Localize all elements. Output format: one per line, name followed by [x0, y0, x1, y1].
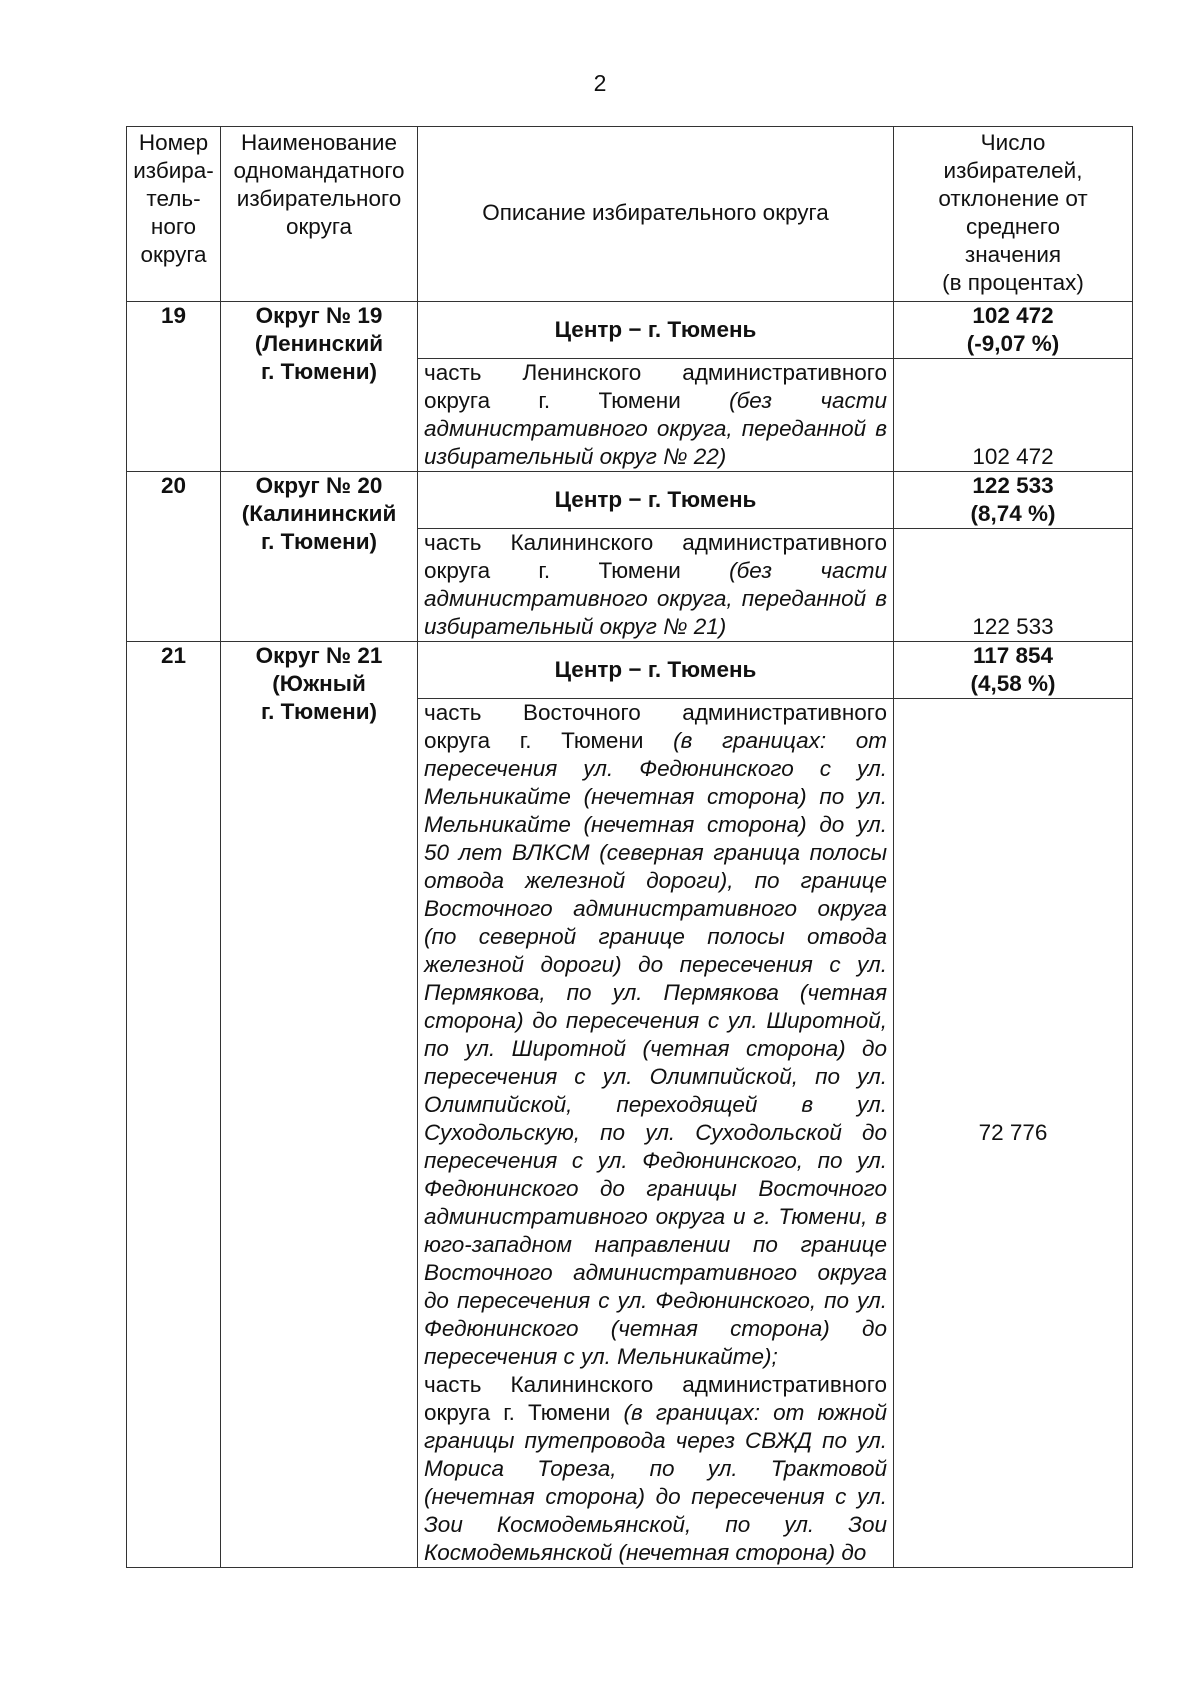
district-part-description: часть Ленинского административного округа г. Тюмени (без части административного округа, переданной в избирательный округ № 22)	[418, 359, 894, 472]
district-total-voters: 117 854 (4,58 %)	[894, 642, 1133, 699]
district-part-voters: 122 533	[894, 529, 1133, 642]
header-voters: Число избирателей, отклонение от среднего значения (в процентах)	[894, 127, 1133, 302]
district-19-center-row	[127, 302, 1133, 359]
district-part-description: часть Калининского административного округа г. Тюмени (без части административного округа, переданной в избирательный округ № 21)	[418, 529, 894, 642]
district-total-voters: 122 533 (8,74 %)	[894, 472, 1133, 529]
page-number: 2	[593, 70, 607, 96]
district-center: Центр − г. Тюмень	[418, 302, 894, 359]
district-part-description: часть Восточного административного округа г. Тюмени (в границах: от пересечения ул. Федюнинского с ул. Мельникайте (нечетная сторона) по ул. Мельникайте (нечетная сторона) до ул. 50 лет ВЛКСМ (северная граница полосы отвода железной дороги), по границе Восточного административного округа (по северной границе полосы отвода железной дороги) до пересечения с ул. Пермякова, по ул. Пермякова (четная сторона) до пересечения с ул. Широтной, по ул. Широтной (четная сторона) до пересечения с ул. Олимпийской, по ул. Олимпийской, переходящей в ул. Суходольскую, по ул. Суходольской до пересечения с ул. Федюнинского, по ул. Федюнинского до границы Восточного административного округа и г. Тюмени, в юго-западном направлении по границе Восточного административного округа до пересечения с ул. Федюнинского, по ул. Федюнинского (четная сторона) до пересечения с ул. Мельникайте); часть Калининского административного округа г. Тюмени (в границах: от южной границы путепровода через СВЖД по ул. Мориса Тореза, по ул. Трактовой (нечетная сторона) до пересечения с ул. Зои Космодемьянской, по ул. Зои Космодемьянской (нечетная сторона) до	[418, 699, 894, 1568]
district-part-voters: 72 776	[894, 699, 1133, 1568]
district-total-voters: 102 472 (-9,07 %)	[894, 302, 1133, 359]
district-number: 21	[127, 642, 221, 1568]
district-center: Центр − г. Тюмень	[418, 642, 894, 699]
district-name: Округ № 19 (Ленинский г. Тюмени)	[221, 302, 418, 472]
header-description: Описание избирательного округа	[418, 127, 894, 302]
district-center: Центр − г. Тюмень	[418, 472, 894, 529]
district-21-center-row	[127, 642, 1133, 699]
header-number: Номер избира- тель- ного округа	[127, 127, 221, 302]
district-name: Округ № 21 (Южный г. Тюмени)	[221, 642, 418, 1568]
header-row	[127, 127, 1133, 302]
districts-table	[126, 126, 1133, 1568]
district-number: 19	[127, 302, 221, 472]
district-number: 20	[127, 472, 221, 642]
district-part-voters: 102 472	[894, 359, 1133, 472]
header-name: Наименование одномандатного избирательного округа	[221, 127, 418, 302]
district-20-center-row	[127, 472, 1133, 529]
district-name: Округ № 20 (Калининский г. Тюмени)	[221, 472, 418, 642]
